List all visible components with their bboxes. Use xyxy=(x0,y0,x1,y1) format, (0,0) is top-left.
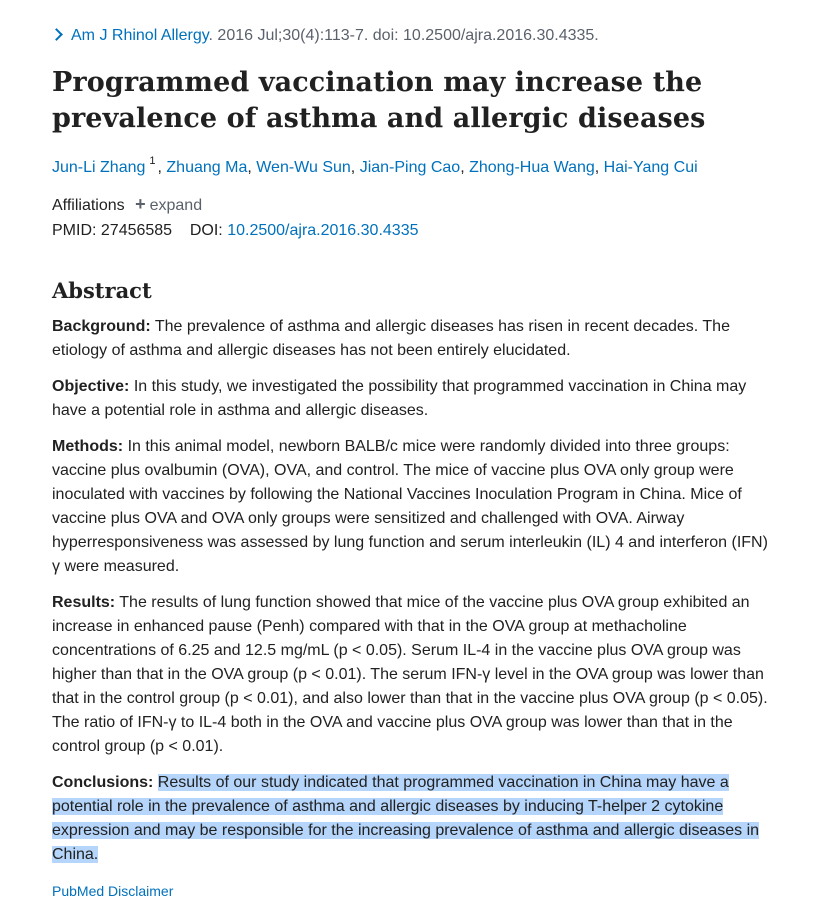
selected-text: Results of our study indicated that programmed vaccination in China may have a potential role in the prevalence of asthma and allergic diseases by inducing T-helper 2 cytokine expression and may be responsible for the increasing prevalence of asthma and allergic diseases in China. xyxy=(52,774,760,863)
author-link[interactable]: Hai-Yang Cui xyxy=(603,159,698,176)
affiliations-label: Affiliations xyxy=(52,197,125,214)
section-text: The results of lung function showed that mice of the vaccine plus OVA group exhibited an increase in enhanced pause (Penh) compared with that in the OVA group at methacholine concentrations of 6.25 and 12.5 mg/mL (p < 0.05). Serum IL-4 in the vaccine plus OVA group was higher than that in the OVA group (p < 0.01). The serum IFN-γ level in the OVA group was lower than that in the control group (p < 0.01), and also lower than that in the vaccine plus OVA group (p < 0.05). The ratio of IFN-γ to IL-4 both in the OVA and vaccine plus OVA group was lower than that in the control group (p < 0.01). xyxy=(52,594,768,755)
section-text: In this animal model, newborn BALB/c mice were randomly divided into three groups: vaccine plus ovalbumin (OVA), OVA, and control. The mice of vaccine plus OVA only group were inoculated with vaccines by following the National Vaccines Inoculation Program in China. Mice of vaccine plus OVA and OVA only groups were sensitized and challenged with OVA. Airway hyperresponsiveness was assessed by lung function and serum interleukin (IL) 4 and interferon (IFN) γ were measured. xyxy=(52,438,768,575)
affiliation-marker[interactable]: 1 xyxy=(149,154,156,167)
abstract-objective xyxy=(52,375,772,423)
author-link[interactable]: Jian-Ping Cao xyxy=(359,159,461,176)
section-label: Objective: xyxy=(52,378,130,395)
article-title: Programmed vaccination may increase the prevalence of asthma and allergic diseases xyxy=(52,67,706,134)
citation-details: . 2016 Jul;30(4):113-7. doi: 10.2500/ajra.2016.30.4335. xyxy=(208,27,599,44)
pubmed-disclaimer-link[interactable]: PubMed Disclaimer xyxy=(52,883,174,899)
author-link[interactable]: Zhong-Hua Wang xyxy=(469,159,595,176)
doi-label: DOI: xyxy=(189,222,223,239)
journal-link[interactable]: Am J Rhinol Allergy xyxy=(71,27,209,44)
abstract-results xyxy=(52,591,772,759)
section-text: The prevalence of asthma and allergic diseases has risen in recent decades. The etiology of asthma and allergic diseases has not been entirely elucidated. xyxy=(52,318,730,359)
section-label: Results: xyxy=(52,594,116,611)
identifiers-row xyxy=(52,220,418,242)
abstract-conclusions xyxy=(52,771,772,867)
journal-citation xyxy=(52,25,599,47)
abstract-background xyxy=(52,315,772,363)
section-label: Background: xyxy=(52,318,151,335)
abstract-body xyxy=(52,315,772,879)
plus-icon[interactable]: + xyxy=(135,194,146,214)
doi-link[interactable]: 10.2500/ajra.2016.30.4335 xyxy=(227,222,419,239)
affiliations-row xyxy=(52,193,202,217)
section-label: Conclusions: xyxy=(52,774,154,791)
abstract-heading: Abstract xyxy=(52,278,152,303)
abstract-methods xyxy=(52,435,772,579)
pmid: PMID: 27456585 xyxy=(52,222,173,239)
authors-list: Jun-Li Zhang $^1$ , Zhuang Ma, Wen-Wu Sun, Jian-Ping Cao, Zhong-Hua Wang, Hai-Yang Cui xyxy=(52,154,698,176)
author-link[interactable]: Wen-Wu Sun xyxy=(256,159,351,176)
author-link[interactable]: Jun-Li Zhang xyxy=(52,159,146,176)
author-link[interactable]: Zhuang Ma xyxy=(166,159,248,176)
expand-label[interactable]: expand xyxy=(149,197,203,214)
section-text: In this study, we investigated the possibility that programmed vaccination in China may have a potential role in asthma and allergic diseases. xyxy=(52,378,747,419)
section-label: Methods: xyxy=(52,438,124,455)
affiliations-expand-button[interactable] xyxy=(135,194,203,214)
chevron-right-icon[interactable] xyxy=(50,28,63,41)
